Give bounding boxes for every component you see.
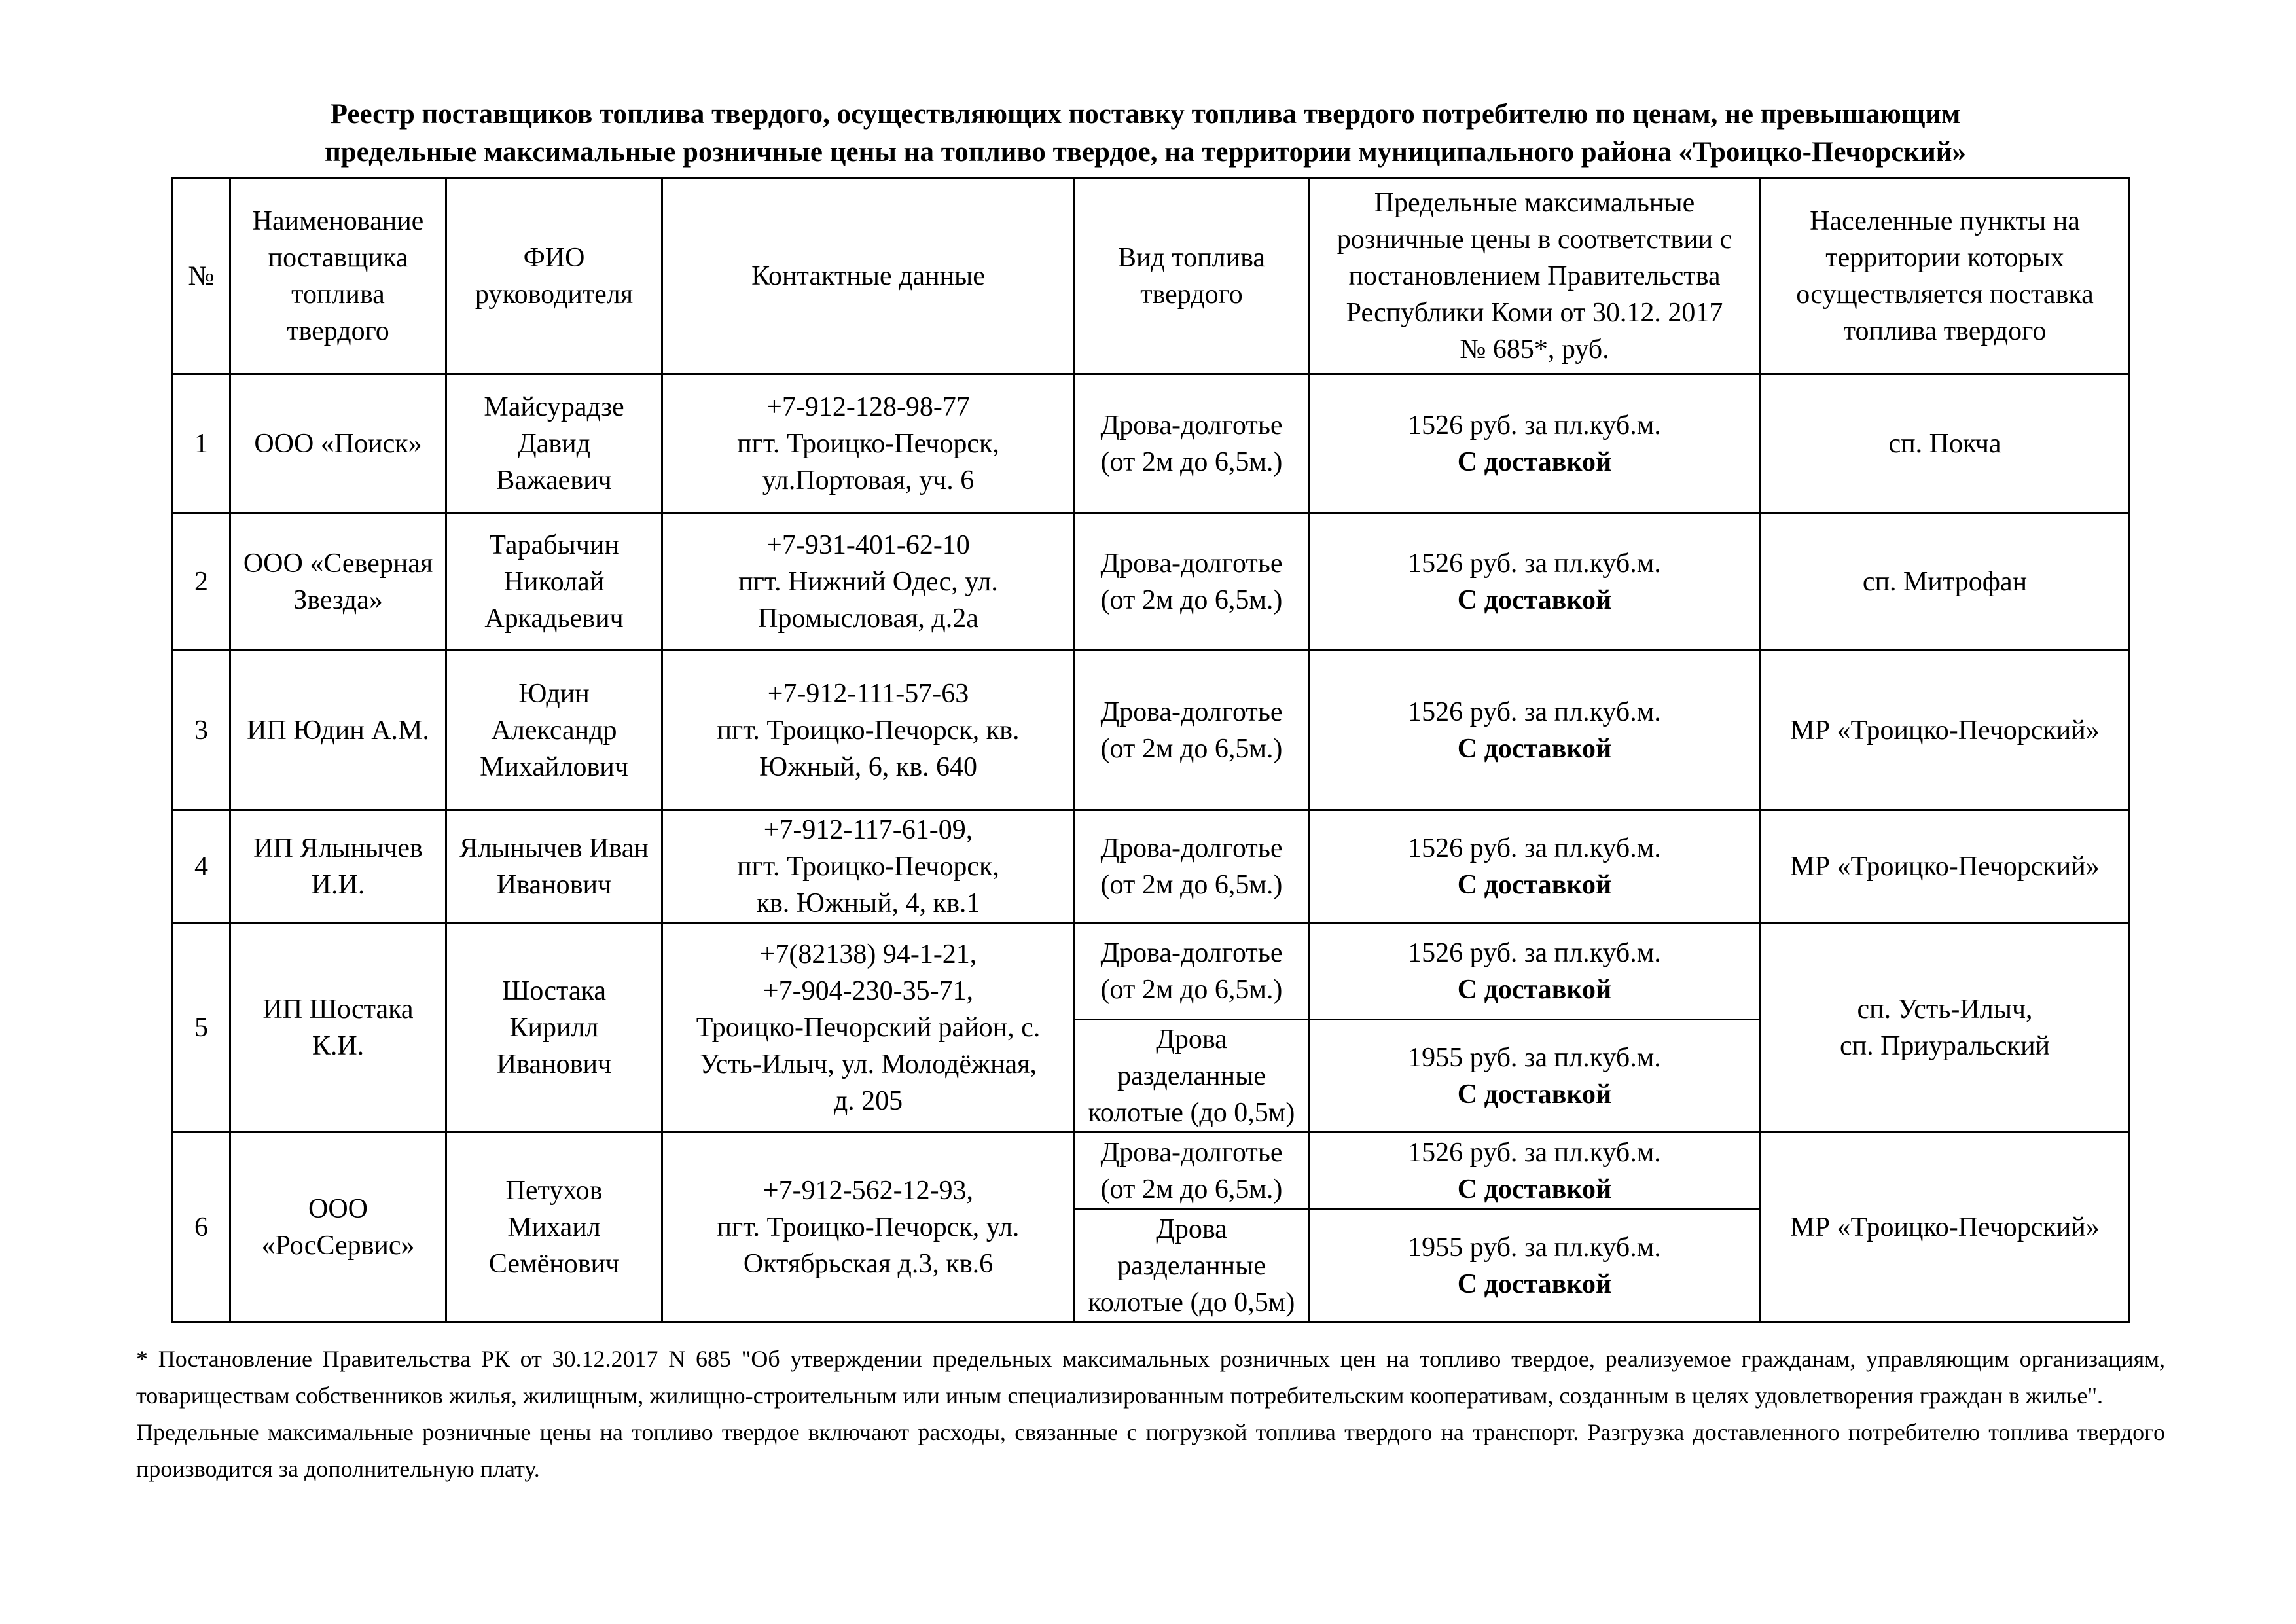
- price-cell: [1309, 1210, 1761, 1322]
- settlements: [1761, 513, 2130, 651]
- fuel-type: [1075, 513, 1309, 651]
- price-value: 1526 руб. за пл.куб.м.: [1408, 410, 1661, 441]
- cell-line: Майсурадзе: [484, 391, 624, 422]
- price-cell: [1309, 1132, 1761, 1210]
- cell-line: твердого: [1140, 279, 1243, 310]
- cell-line: Октябрьская д.3, кв.6: [743, 1248, 994, 1279]
- settlements: [1761, 923, 2130, 1132]
- cell-line: +7-931-401-62-10: [766, 530, 970, 560]
- cell-line: (от 2м до 6,5м.): [1100, 974, 1283, 1005]
- cell-line: ФИО: [523, 242, 585, 273]
- cell-line: территории которых: [1825, 242, 2064, 273]
- cell-line: поставщика: [268, 242, 408, 273]
- price-value: 1526 руб. за пл.куб.м.: [1408, 937, 1661, 968]
- table-row: [173, 923, 2130, 1020]
- cell-line: Александр: [491, 715, 617, 746]
- price-value: 1526 руб. за пл.куб.м.: [1408, 1137, 1661, 1168]
- cell-line: Михайлович: [480, 751, 628, 782]
- cell-line: Аркадьевич: [484, 603, 624, 634]
- director-name: [446, 810, 662, 923]
- title-line-2: предельные максимальные розничные цены на топливо твердое, на территории муниципального района «Троицко-Печорский»: [324, 137, 1967, 168]
- cell-line: Дрова-долготье: [1100, 1137, 1283, 1168]
- cell-line: (от 2м до 6,5м.): [1100, 869, 1283, 900]
- cell-line: ул.Портовая, уч. 6: [762, 465, 975, 496]
- cell-line: сп. Митрофан: [1862, 566, 2028, 597]
- cell-line: № 685*, руб.: [1460, 334, 1609, 365]
- cell-line: «РосСервис»: [261, 1230, 415, 1261]
- footnote: [136, 1341, 2165, 1487]
- cell-line: +7-912-117-61-09,: [763, 814, 973, 845]
- cell-line: розничные цены в соответствии с: [1336, 224, 1732, 255]
- cell-line: Николай: [503, 566, 605, 597]
- row-num: 6: [173, 1132, 230, 1322]
- cell-line: (от 2м до 6,5м.): [1100, 446, 1283, 477]
- price-value: 1526 руб. за пл.куб.м.: [1408, 548, 1661, 579]
- cell-line: Шостака: [502, 975, 606, 1006]
- cell-line: сп. Приуральский: [1839, 1030, 2051, 1061]
- price-cell: [1309, 923, 1761, 1020]
- header-contacts: [662, 178, 1075, 374]
- contact-data: [662, 374, 1075, 513]
- table-row: [173, 651, 2130, 810]
- cell-line: Наименование: [252, 206, 424, 236]
- cell-line: пгт. Троицко-Печорск, ул.: [717, 1212, 1020, 1242]
- cell-line: ИП Ялынычев: [253, 833, 423, 863]
- table-header-row: [173, 178, 2130, 374]
- delivery-note: С доставкой: [1457, 585, 1612, 615]
- cell-line: Дрова-долготье: [1100, 548, 1283, 579]
- price-cell: [1309, 810, 1761, 923]
- supplier-name: [230, 651, 446, 810]
- fuel-type: [1075, 374, 1309, 513]
- cell-line: пгт. Троицко-Печорск, кв.: [717, 715, 1020, 746]
- delivery-note: С доставкой: [1457, 1269, 1612, 1299]
- cell-line: колотые (до 0,5м): [1088, 1287, 1295, 1318]
- cell-line: д. 205: [833, 1085, 903, 1116]
- cell-line: И.И.: [311, 869, 365, 900]
- contact-data: [662, 651, 1075, 810]
- cell-line: ИП Шостака: [262, 994, 414, 1024]
- cell-line: Дрова-долготье: [1100, 410, 1283, 441]
- cell-line: пгт. Нижний Одес, ул.: [738, 566, 998, 597]
- contact-data: [662, 810, 1075, 923]
- price-cell: [1309, 651, 1761, 810]
- price-cell: [1309, 1020, 1761, 1132]
- cell-line: ИП Юдин А.М.: [247, 715, 429, 746]
- cell-line: +7(82138) 94-1-21,: [759, 939, 977, 969]
- cell-line: сп. Покча: [1888, 428, 2001, 459]
- table-row: [173, 513, 2130, 651]
- cell-line: Дрова-долготье: [1100, 833, 1283, 863]
- settlements: [1761, 651, 2130, 810]
- cell-line: Тарабычин: [489, 530, 619, 560]
- supplier-name: [230, 923, 446, 1132]
- cell-line: Дрова-долготье: [1100, 937, 1283, 968]
- cell-line: МР «Троицко-Печорский»: [1790, 715, 2100, 746]
- price-value: 1526 руб. за пл.куб.м.: [1408, 833, 1661, 863]
- cell-line: (от 2м до 6,5м.): [1100, 585, 1283, 615]
- cell-line: Республики Коми от 30.12. 2017: [1346, 297, 1723, 328]
- row-num: 4: [173, 810, 230, 923]
- cell-line: постановлением Правительства: [1348, 261, 1721, 291]
- director-name: [446, 651, 662, 810]
- delivery-note: С доставкой: [1457, 974, 1612, 1005]
- delivery-note: С доставкой: [1457, 733, 1612, 764]
- cell-line: Важаевич: [496, 465, 612, 496]
- cell-line: +7-912-111-57-63: [767, 678, 969, 709]
- table-row: [173, 810, 2130, 923]
- cell-line: Контактные данные: [751, 261, 985, 291]
- supplier-name: [230, 374, 446, 513]
- header-max-price: [1309, 178, 1761, 374]
- settlements: [1761, 810, 2130, 923]
- header-supplier-name: [230, 178, 446, 374]
- title-line-1: Реестр поставщиков топлива твердого, осуществляющих поставку топлива твердого потребителю по ценам, не превышающим: [330, 99, 1961, 130]
- delivery-note: С доставкой: [1457, 1174, 1612, 1204]
- supplier-name: [230, 810, 446, 923]
- row-num: 3: [173, 651, 230, 810]
- fuel-type: [1075, 923, 1309, 1020]
- cell-line: осуществляется поставка: [1796, 279, 2094, 310]
- cell-line: Петухов: [505, 1175, 603, 1206]
- cell-line: МР «Троицко-Печорский»: [1790, 851, 2100, 882]
- settlements: [1761, 374, 2130, 513]
- cell-line: разделанные: [1117, 1060, 1266, 1091]
- table-row: [173, 1132, 2130, 1210]
- cell-line: топлива: [291, 279, 385, 310]
- cell-line: Усть-Илыч, ул. Молодёжная,: [699, 1049, 1037, 1079]
- cell-line: ООО «Поиск»: [254, 428, 422, 459]
- delivery-note: С доставкой: [1457, 446, 1612, 477]
- cell-line: Иванович: [496, 1049, 612, 1079]
- cell-line: Давид: [518, 428, 590, 459]
- row-num: 1: [173, 374, 230, 513]
- footnote-decree: * Постановление Правительства РК от 30.12.2017 N 685 "Об утверждении предельных максимальных розничных цен на топливо твердое, реализуемое гражданам, управляющим организациям, товариществам собственников жилья, жилищным, жилищно-строительным или иным специализированным потребительским кооперативам, созданным в целях удовлетворения граждан в жилье".: [136, 1346, 2165, 1409]
- cell-line: (от 2м до 6,5м.): [1100, 1174, 1283, 1204]
- cell-line: колотые (до 0,5м): [1088, 1097, 1295, 1128]
- cell-line: Звезда»: [293, 585, 383, 615]
- footnote-pricing-note: Предельные максимальные розничные цены на топливо твердое включают расходы, связанные с погрузкой топлива твердого на транспорт. Разгрузка доставленного потребителю топлива твердого производится за дополнительную плату.: [136, 1419, 2165, 1482]
- director-name: [446, 1132, 662, 1322]
- cell-line: +7-912-128-98-77: [766, 391, 970, 422]
- fuel-type: [1075, 1210, 1309, 1322]
- price-value: 1955 руб. за пл.куб.м.: [1408, 1232, 1661, 1263]
- settlements: [1761, 1132, 2130, 1322]
- cell-line: Дрова-долготье: [1100, 696, 1283, 727]
- supplier-registry-table: [171, 177, 2130, 1323]
- header-num: №: [173, 178, 230, 374]
- contact-data: [662, 923, 1075, 1132]
- header-director: [446, 178, 662, 374]
- cell-line: Ялынычев Иван: [459, 833, 649, 863]
- cell-line: разделанные: [1117, 1250, 1266, 1281]
- cell-line: твердого: [287, 316, 389, 346]
- cell-line: Предельные максимальные: [1374, 187, 1695, 218]
- cell-line: топлива твердого: [1843, 316, 2047, 346]
- cell-line: руководителя: [475, 279, 634, 310]
- cell-line: ООО «Северная: [243, 548, 433, 579]
- fuel-type: [1075, 651, 1309, 810]
- price-cell: [1309, 513, 1761, 651]
- cell-line: +7-904-230-35-71,: [762, 975, 974, 1006]
- price-value: 1526 руб. за пл.куб.м.: [1408, 696, 1661, 727]
- row-num: 2: [173, 513, 230, 651]
- cell-line: К.И.: [312, 1030, 365, 1061]
- cell-line: Троицко-Печорский район, с.: [696, 1012, 1041, 1043]
- cell-line: сп. Усть-Илыч,: [1857, 994, 2033, 1024]
- contact-data: [662, 1132, 1075, 1322]
- contact-data: [662, 513, 1075, 651]
- header-settlements: [1761, 178, 2130, 374]
- cell-line: Вид топлива: [1118, 242, 1265, 273]
- delivery-note: С доставкой: [1457, 1079, 1612, 1110]
- cell-line: (от 2м до 6,5м.): [1100, 733, 1283, 764]
- cell-line: Дрова: [1156, 1214, 1227, 1244]
- cell-line: Михаил: [507, 1212, 601, 1242]
- cell-line: МР «Троицко-Печорский»: [1790, 1212, 2100, 1242]
- director-name: [446, 923, 662, 1132]
- fuel-type: [1075, 1020, 1309, 1132]
- director-name: [446, 374, 662, 513]
- cell-line: кв. Южный, 4, кв.1: [756, 888, 980, 918]
- supplier-name: [230, 513, 446, 651]
- cell-line: Промысловая, д.2а: [758, 603, 978, 634]
- cell-line: пгт. Троицко-Печорск,: [737, 428, 999, 459]
- cell-line: пгт. Троицко-Печорск,: [737, 851, 999, 882]
- cell-line: Дрова: [1156, 1024, 1227, 1055]
- cell-line: Семёнович: [488, 1248, 620, 1279]
- fuel-type: [1075, 810, 1309, 923]
- fuel-type: [1075, 1132, 1309, 1210]
- delivery-note: С доставкой: [1457, 869, 1612, 900]
- cell-line: +7-912-562-12-93,: [762, 1175, 974, 1206]
- table-row: [173, 374, 2130, 513]
- cell-line: Кирилл: [509, 1012, 599, 1043]
- page-title: [105, 96, 2186, 171]
- cell-line: Юдин: [518, 678, 590, 709]
- price-cell: [1309, 374, 1761, 513]
- cell-line: Иванович: [496, 869, 612, 900]
- price-value: 1955 руб. за пл.куб.м.: [1408, 1042, 1661, 1073]
- header-fuel-type: [1075, 178, 1309, 374]
- cell-line: ООО: [308, 1193, 368, 1224]
- cell-line: Южный, 6, кв. 640: [759, 751, 978, 782]
- supplier-name: [230, 1132, 446, 1322]
- row-num: 5: [173, 923, 230, 1132]
- director-name: [446, 513, 662, 651]
- cell-line: Населенные пункты на: [1810, 206, 2080, 236]
